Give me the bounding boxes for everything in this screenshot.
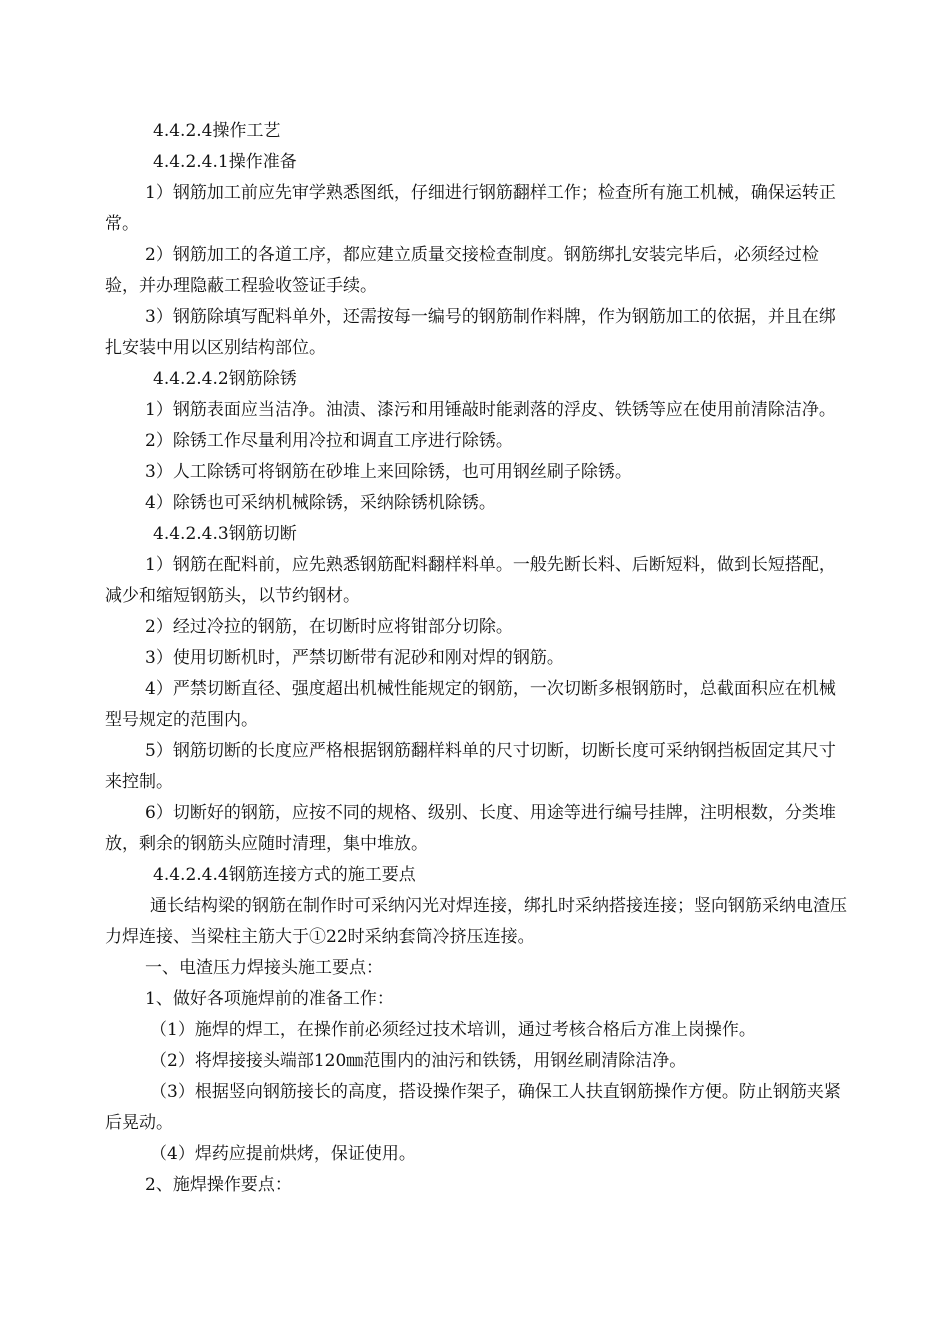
paragraph: 5）钢筋切断的长度应严格根据钢筋翻样料单的尺寸切断，切断长度可采纳钢挡板固定其尺寸来控制。 <box>105 741 836 792</box>
paragraph: （2）将焊接接头端部120㎜范围内的油污和铁锈，用钢丝刷清除洁净。 <box>150 1051 687 1071</box>
paragraph: 4）严禁切断直径、强度超出机械性能规定的钢筋，一次切断多根钢筋时，总截面积应在机械型号规定的范围内。 <box>105 679 836 730</box>
paragraph: 2）钢筋加工的各道工序，都应建立质量交接检查制度。钢筋绑扎安装完毕后，必须经过检验，并办理隐蔽工程验收签证手续。 <box>105 245 819 296</box>
section-heading: 4.4.2.4操作工艺 <box>153 121 281 141</box>
paragraph: 2）除锈工作尽量利用冷拉和调直工序进行除锈。 <box>145 431 513 451</box>
paragraph: 通长结构梁的钢筋在制作时可采纳闪光对焊连接，绑扎时采纳搭接连接；竖向钢筋采纳电渣压力焊连接、当梁柱主筋大于①22时采纳套筒冷挤压连接。 <box>105 896 847 947</box>
paragraph: 1、做好各项施焊前的准备工作： <box>145 989 394 1009</box>
paragraph: 2）经过冷拉的钢筋，在切断时应将钳部分切除。 <box>145 617 513 637</box>
subsection-heading: 4.4.2.4.3钢筋切断 <box>153 524 297 544</box>
paragraph: （4）焊药应提前烘烤，保证使用。 <box>150 1144 416 1164</box>
paragraph: 2、施焊操作要点： <box>145 1175 292 1195</box>
paragraph: （3）根据竖向钢筋接长的高度，搭设操作架子，确保工人扶直钢筋操作方便。防止钢筋夹紧后晃动。 <box>105 1082 841 1133</box>
paragraph: 1）钢筋在配料前，应先熟悉钢筋配料翻样料单。一般先断长料、后断短料，做到长短搭配，减少和缩短钢筋头，以节约钢材。 <box>105 555 836 606</box>
subsection-heading: 4.4.2.4.2钢筋除锈 <box>153 369 297 389</box>
subsection-heading: 4.4.2.4.4钢筋连接方式的施工要点 <box>153 865 416 885</box>
subsection-heading: 4.4.2.4.1操作准备 <box>153 152 297 172</box>
paragraph: 4）除锈也可采纳机械除锈，采纳除锈机除锈。 <box>145 493 496 513</box>
document-body <box>105 116 850 1201</box>
paragraph: 6）切断好的钢筋，应按不同的规格、级别、长度、用途等进行编号挂牌，注明根数，分类堆放，剩余的钢筋头应随时清理，集中堆放。 <box>105 803 836 854</box>
paragraph: 一、电渣压力焊接头施工要点： <box>145 958 383 978</box>
paragraph: （1）施焊的焊工，在操作前必须经过技术培训，通过考核合格后方准上岗操作。 <box>150 1020 756 1040</box>
paragraph: 1）钢筋加工前应先审学熟悉图纸，仔细进行钢筋翻样工作；检查所有施工机械，确保运转正常。 <box>105 183 836 234</box>
paragraph: 3）人工除锈可将钢筋在砂堆上来回除锈，也可用钢丝刷子除锈。 <box>145 462 632 482</box>
paragraph: 3）钢筋除填写配料单外，还需按每一编号的钢筋制作料牌，作为钢筋加工的依据，并且在绑扎安装中用以区别结构部位。 <box>105 307 836 358</box>
paragraph: 1）钢筋表面应当洁净。油渍、漆污和用锤敲时能剥落的浮皮、铁锈等应在使用前清除洁净。 <box>145 400 836 420</box>
paragraph: 3）使用切断机时，严禁切断带有泥砂和刚对焊的钢筋。 <box>145 648 564 668</box>
